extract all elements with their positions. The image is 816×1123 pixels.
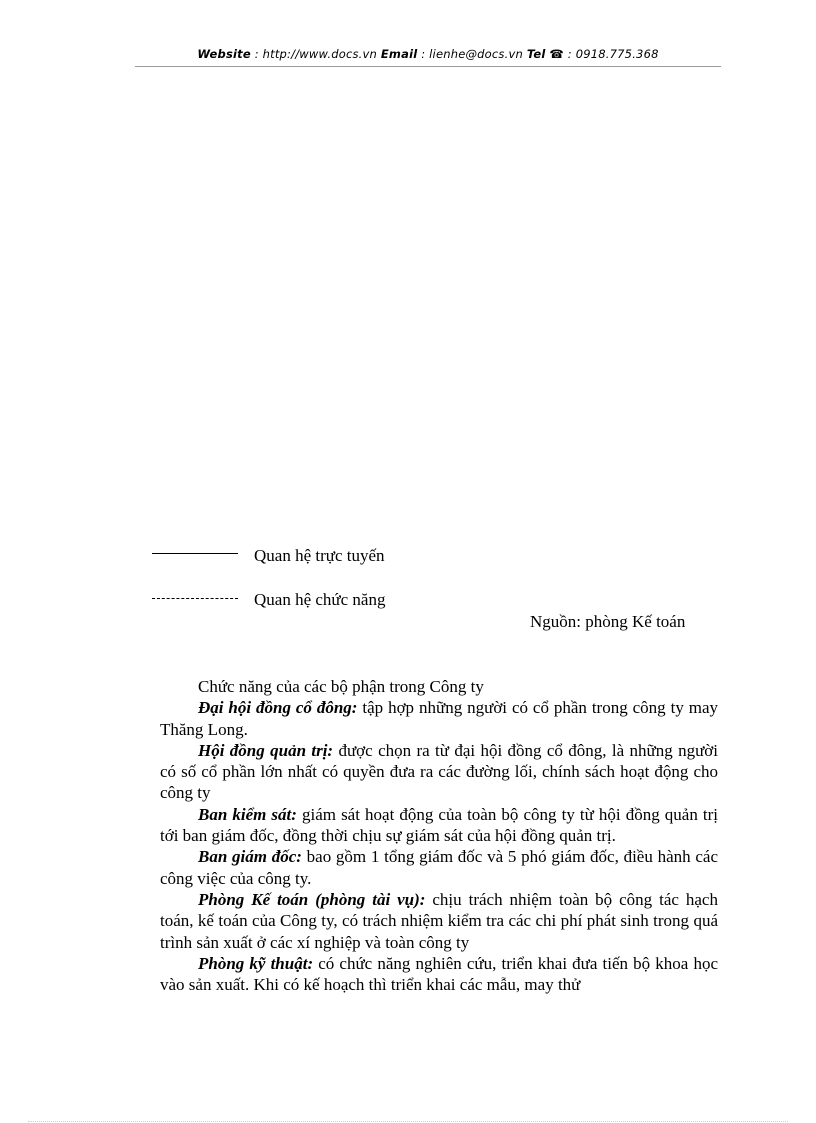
section-paragraph: [160, 889, 718, 953]
email-label: Email: [380, 47, 418, 61]
page-header: [135, 47, 721, 61]
legend-solid-line: [152, 553, 238, 554]
section-paragraph: [160, 697, 718, 740]
tel-number: : 0918.775.368: [567, 47, 659, 61]
section-text: tập hợp những người có cổ phần trong công ty may Thăng Long.: [160, 698, 718, 739]
legend-dashed-label: Quan hệ chức năng: [254, 590, 386, 609]
website-label: Website: [197, 47, 251, 61]
section-term: Ban kiểm sát:: [198, 804, 297, 824]
section-term: Đại hội đồng cổ đông:: [198, 698, 358, 718]
section-term: Hội đồng quản trị:: [198, 740, 334, 760]
section-text: được chọn ra từ đại hội đồng cổ đông, là những người có số cổ phần lớn nhất có quyền đưa ra các đường lối, chính sách hoạt động cho công ty: [160, 740, 718, 803]
section-paragraph: [160, 846, 718, 889]
header-divider: [135, 66, 721, 67]
document-body: [160, 676, 718, 995]
email-address[interactable]: : lienhe@docs.vn: [421, 47, 523, 61]
section-paragraph: [160, 740, 718, 804]
section-text: có chức năng nghiên cứu, triển khai đưa tiến bộ khoa học vào sản xuất. Khi có kế hoạch thì triển khai các mẫu, may thử: [160, 953, 719, 995]
legend-solid-label: Quan hệ trực tuyến: [254, 546, 385, 565]
tel-label: Tel: [526, 47, 546, 61]
footer-divider: [28, 1121, 788, 1122]
section-text: bao gồm 1 tổng giám đốc và 5 phó giám đốc, điều hành các công việc của công ty.: [160, 847, 719, 888]
section-paragraph: [160, 953, 718, 996]
section-text: chịu trách nhiệm toàn bộ công tác hạch toán, kế toán của Công ty, có trách nhiệm kiểm tra các chi phí phát sinh trong quá trình sản xuất ở các xí nghiệp và toàn công ty: [160, 889, 718, 952]
legend-dashed-line: [152, 598, 238, 599]
section-term: Phòng kỹ thuật:: [198, 953, 314, 973]
section-paragraph: [160, 804, 718, 847]
source-note: Nguồn: phòng Kế toán: [530, 612, 686, 631]
section-term: Ban giám đốc:: [198, 847, 302, 867]
intro-paragraph: Chức năng của các bộ phận trong Công ty: [198, 677, 484, 696]
section-text: giám sát hoạt động của toàn bộ công ty từ hội đồng quản trị tới ban giám đốc, đồng thời chịu sự giám sát của hội đồng quản trị.: [160, 804, 718, 846]
website-url[interactable]: : http://www.docs.vn: [254, 47, 378, 61]
telephone-icon: ☎: [549, 47, 564, 61]
section-term: Phòng Kế toán (phòng tài vụ):: [198, 889, 426, 909]
